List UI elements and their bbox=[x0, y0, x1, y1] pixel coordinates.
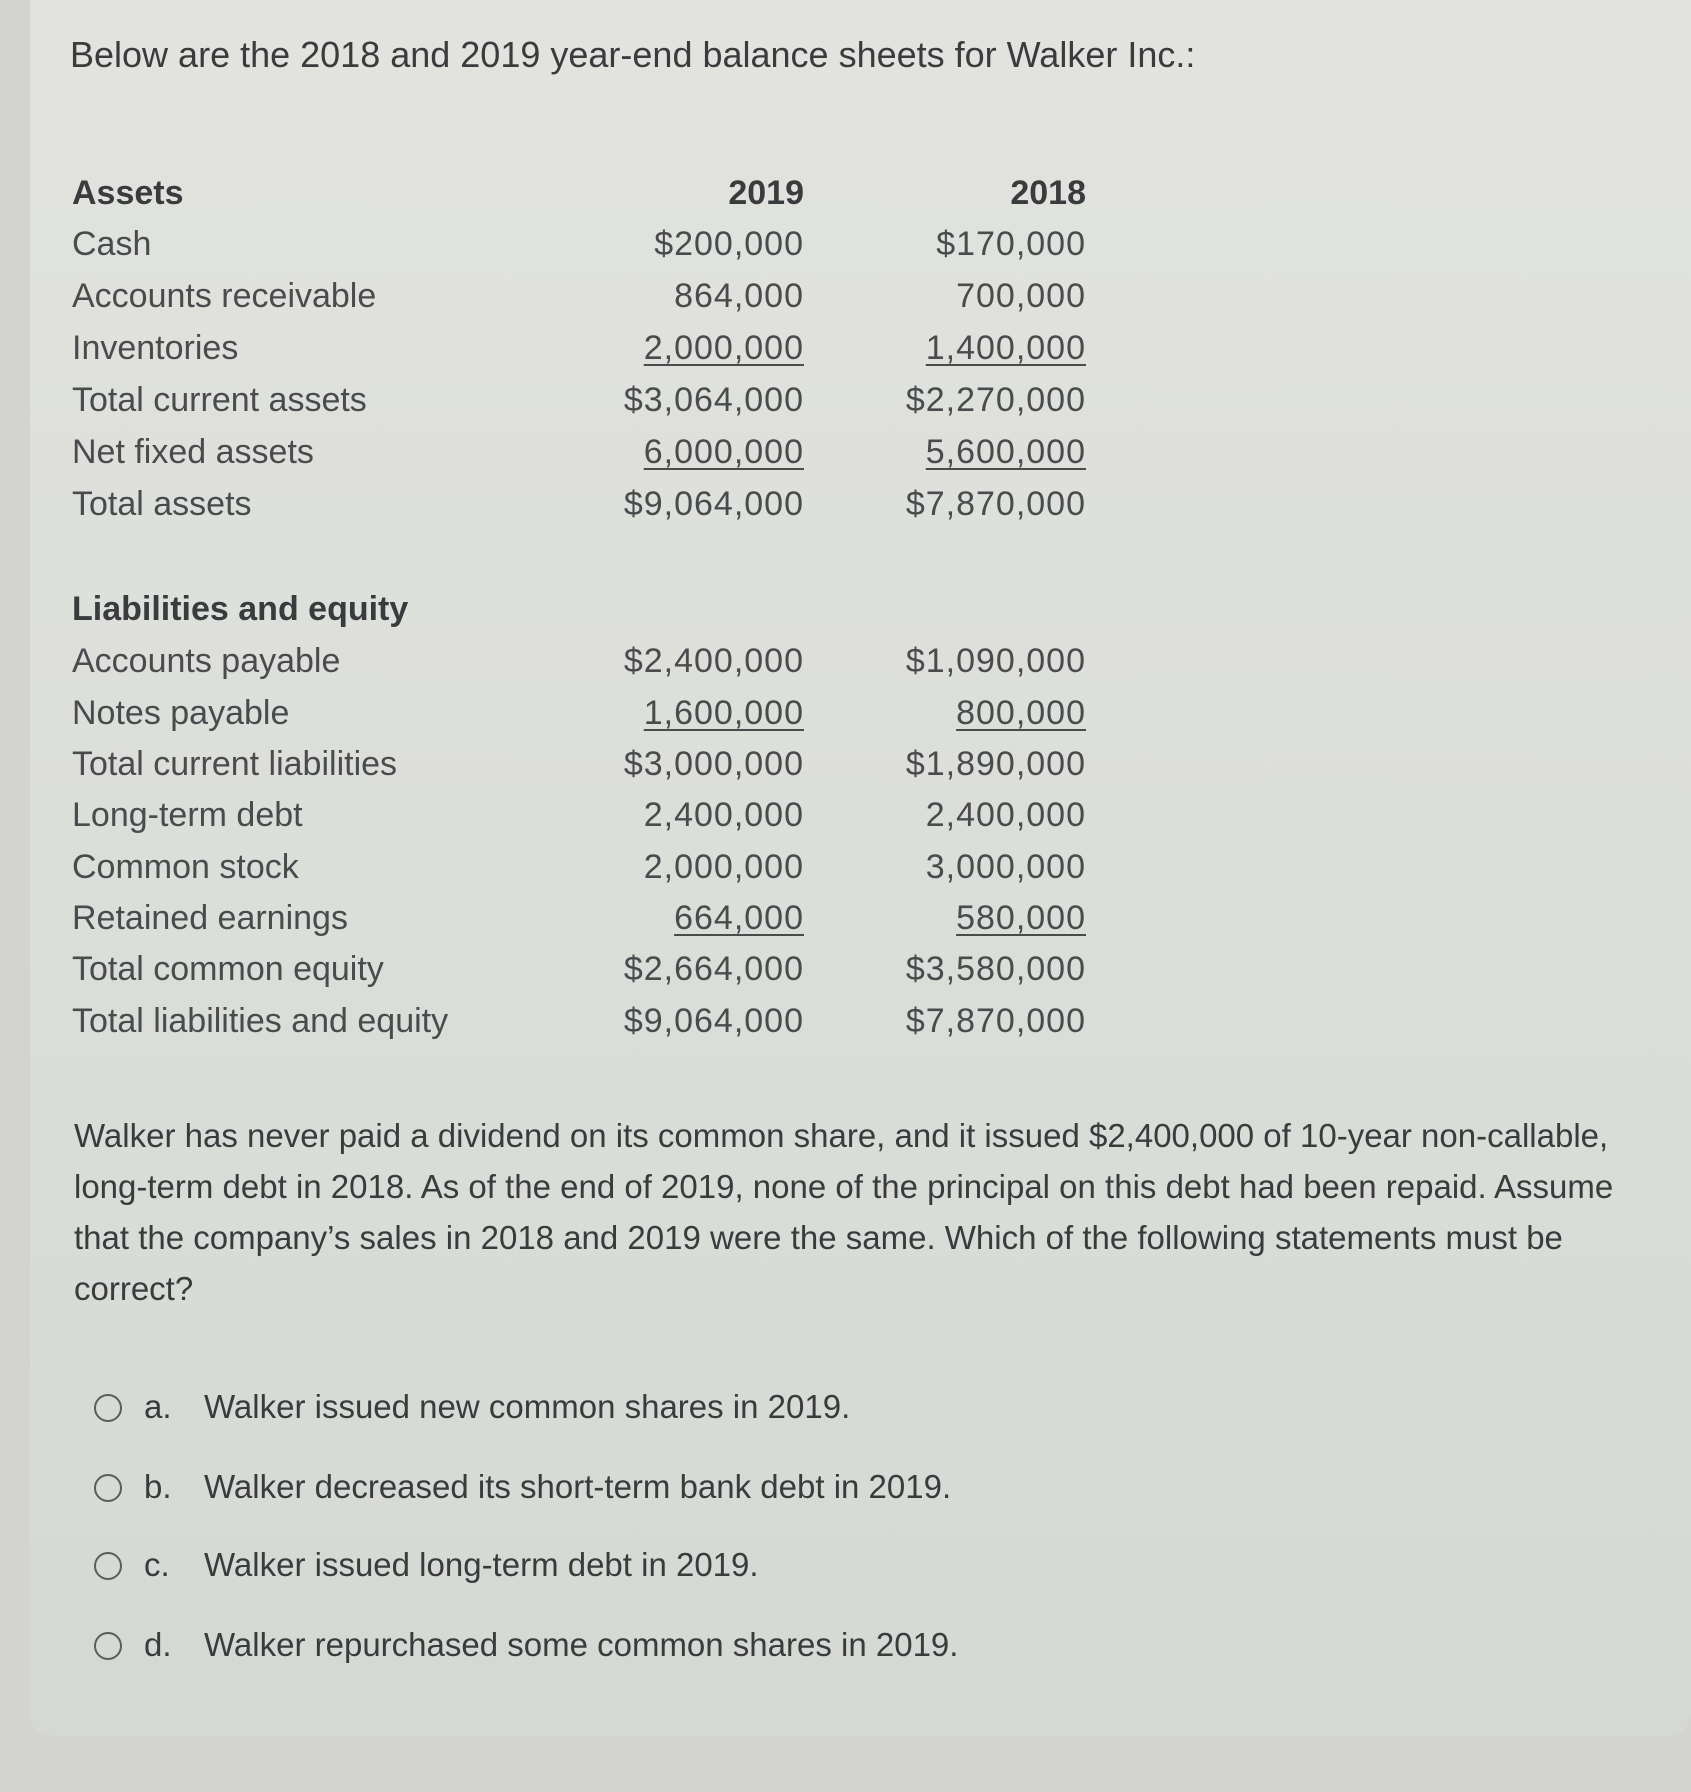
value-2018: $1,890,000 bbox=[905, 745, 1086, 783]
value-2019: 6,000,000 bbox=[643, 433, 804, 471]
value-2018: 2,400,000 bbox=[925, 796, 1086, 834]
row-label: Total current assets bbox=[72, 381, 367, 419]
row-label: Accounts receivable bbox=[72, 277, 377, 315]
value-2018: $3,580,000 bbox=[905, 950, 1086, 988]
option-text: Walker issued long-term debt in 2019. bbox=[204, 1546, 759, 1583]
column-header-2018: 2018 bbox=[1010, 174, 1086, 212]
option-letter: b. bbox=[144, 1468, 172, 1505]
column-header-2019: 2019 bbox=[728, 174, 804, 212]
value-2019: $2,664,000 bbox=[623, 950, 804, 988]
row-label: Notes payable bbox=[72, 694, 290, 732]
radio-button-a[interactable] bbox=[94, 1394, 122, 1422]
radio-button-d[interactable] bbox=[94, 1632, 122, 1660]
liabilities-header-row bbox=[0, 584, 1200, 634]
table-row bbox=[0, 271, 1200, 321]
value-2019: 1,600,000 bbox=[643, 694, 804, 732]
option-letter: a. bbox=[144, 1388, 172, 1425]
value-2018: 800,000 bbox=[956, 694, 1086, 732]
option-letter: c. bbox=[144, 1546, 170, 1583]
option-a[interactable] bbox=[92, 1384, 1092, 1434]
row-label: Long-term debt bbox=[72, 796, 303, 834]
value-2018: 580,000 bbox=[956, 899, 1086, 937]
table-row bbox=[0, 427, 1200, 477]
table-row bbox=[0, 790, 1200, 840]
option-d[interactable] bbox=[92, 1622, 1092, 1672]
value-2018: $1,090,000 bbox=[905, 642, 1086, 680]
value-2018: 5,600,000 bbox=[925, 433, 1086, 471]
option-text: Walker repurchased some common shares in 2019. bbox=[204, 1626, 959, 1663]
table-row bbox=[0, 944, 1200, 994]
table-row bbox=[0, 375, 1200, 425]
row-label: Cash bbox=[72, 225, 152, 263]
value-2018: $7,870,000 bbox=[905, 1002, 1086, 1040]
option-text: Walker issued new common shares in 2019. bbox=[204, 1388, 851, 1425]
value-2018: $170,000 bbox=[936, 225, 1086, 263]
value-2018: 700,000 bbox=[956, 277, 1086, 315]
row-label: Total assets bbox=[72, 485, 252, 523]
value-2019: $9,064,000 bbox=[623, 485, 804, 523]
value-2018: $2,270,000 bbox=[905, 381, 1086, 419]
row-label: Retained earnings bbox=[72, 899, 348, 937]
table-row bbox=[0, 842, 1200, 892]
option-c[interactable] bbox=[92, 1542, 1092, 1592]
value-2019: $3,000,000 bbox=[623, 745, 804, 783]
value-2018: 1,400,000 bbox=[925, 329, 1086, 367]
row-label: Total current liabilities bbox=[72, 745, 398, 783]
radio-button-c[interactable] bbox=[94, 1552, 122, 1580]
table-row bbox=[0, 479, 1200, 529]
table-row bbox=[0, 688, 1200, 738]
table-row bbox=[0, 323, 1200, 373]
row-label: Net fixed assets bbox=[72, 433, 314, 471]
row-label: Accounts payable bbox=[72, 642, 341, 680]
row-label: Inventories bbox=[72, 329, 239, 367]
value-2018: 3,000,000 bbox=[925, 848, 1086, 886]
radio-button-b[interactable] bbox=[94, 1474, 122, 1502]
row-label: Total common equity bbox=[72, 950, 384, 988]
row-label: Total liabilities and equity bbox=[72, 1002, 449, 1040]
value-2019: 2,000,000 bbox=[643, 329, 804, 367]
value-2019: 664,000 bbox=[674, 899, 804, 937]
value-2019: $200,000 bbox=[654, 225, 804, 263]
value-2019: 2,000,000 bbox=[643, 848, 804, 886]
option-text: Walker decreased its short-term bank debt in 2019. bbox=[204, 1468, 952, 1505]
option-letter: d. bbox=[144, 1626, 172, 1663]
row-label: Common stock bbox=[72, 848, 299, 886]
table-row bbox=[0, 739, 1200, 789]
option-b[interactable] bbox=[92, 1464, 1092, 1514]
value-2019: $9,064,000 bbox=[623, 1002, 804, 1040]
assets-header-row bbox=[0, 168, 1200, 218]
intro-text: Below are the 2018 and 2019 year-end balance sheets for Walker Inc.: bbox=[70, 34, 1196, 75]
value-2019: 2,400,000 bbox=[643, 796, 804, 834]
value-2018: $7,870,000 bbox=[905, 485, 1086, 523]
value-2019: $2,400,000 bbox=[623, 642, 804, 680]
table-row bbox=[0, 996, 1200, 1046]
assets-heading: Assets bbox=[72, 174, 184, 212]
liabilities-heading: Liabilities and equity bbox=[72, 590, 409, 628]
table-row bbox=[0, 219, 1200, 269]
value-2019: $3,064,000 bbox=[623, 381, 804, 419]
value-2019: 864,000 bbox=[674, 277, 804, 315]
question-text: Walker has never paid a dividend on its common share, and it issued $2,400,000 of 10-year non-callable, long-term debt in 2018. As of the end of 2019, none of the principal on this debt had been repaid. Assume that the company’s sales in 2018 and 2019 were the same. Which of the following statements must be correct? bbox=[74, 1117, 1614, 1307]
table-row bbox=[0, 636, 1200, 686]
table-row bbox=[0, 893, 1200, 943]
